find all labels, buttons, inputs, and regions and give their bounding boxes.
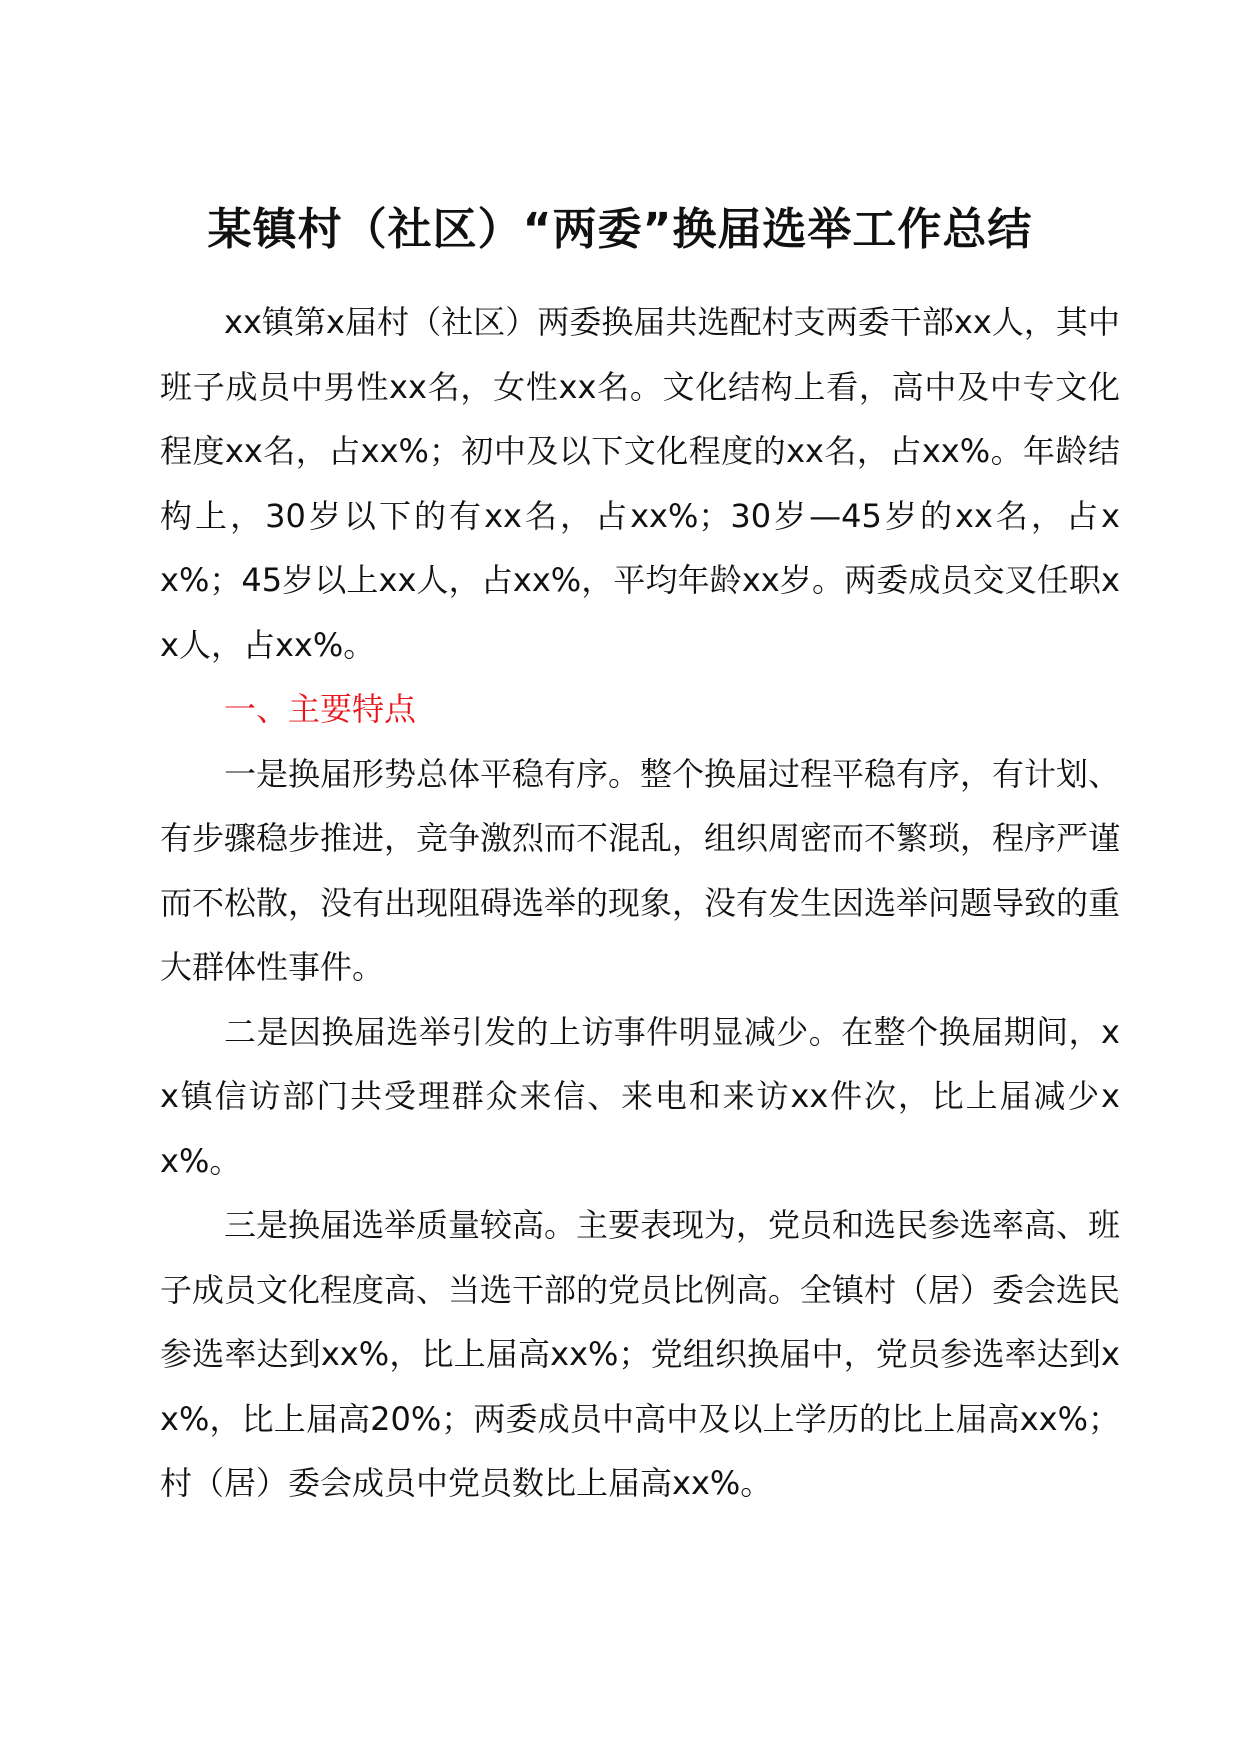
intro-paragraph: xx镇第x届村（社区）两委换届共选配村支两委干部xx人，其中班子成员中男性xx名，女性xx名。文化结构上看，高中及中专文化程度xx名，占xx%；初中及以下文化程度的xx名，占xx%。年龄结构上，30岁以下的有xx名，占xx%；30岁—45岁的xx名，占xx%；45岁以上xx人，占xx%，平均年龄xx岁。两委成员交叉任职xx人，占xx%。 bbox=[160, 303, 1120, 664]
feature-paragraph-3: 三是换届选举质量较高。主要表现为，党员和选民参选率高、班子成员文化程度高、当选干部的党员比例高。全镇村（居）委会选民参选率达到xx%，比上届高xx%；党组织换届中，党员参选率达到xx%，比上届高20%；两委成员中高中及以上学历的比上届高xx%；村（居）委会成员中党员数比上届高xx%。 bbox=[160, 1206, 1121, 1502]
feature-paragraph-2: 二是因换届选举引发的上访事件明显减少。在整个换届期间，xx镇信访部门共受理群众来信、来电和来访xx件次，比上届减少xx%。 bbox=[160, 1012, 1120, 1180]
document-title: 某镇村（社区）“两委”换届选举工作总结 bbox=[207, 204, 1033, 255]
document-body bbox=[160, 290, 1120, 1516]
section-heading: 一、主要特点 bbox=[224, 690, 417, 728]
feature-paragraph-1: 一是换届形势总体平稳有序。整个换届过程平稳有序，有计划、有步骤稳步推进，竞争激烈而不混乱，组织周密而不繁琐，程序严谨而不松散，没有出现阻碍选举的现象，没有发生因选举问题导致的重大群体性事件。 bbox=[160, 754, 1121, 986]
